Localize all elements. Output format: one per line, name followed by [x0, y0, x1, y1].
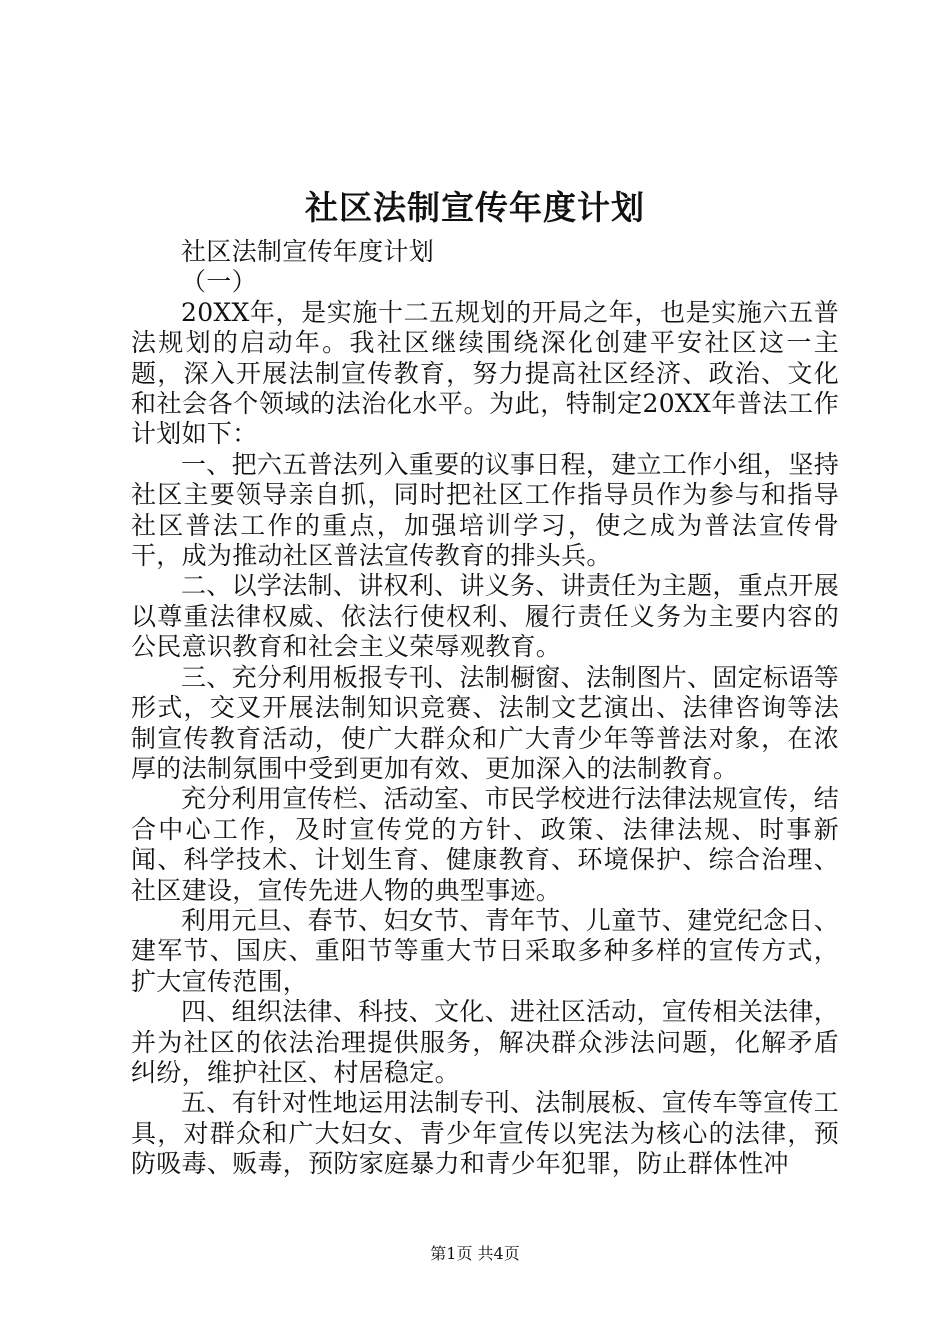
paragraph-publicity-board: 充分利用宣传栏、活动室、市民学校进行法律法规宣传，结合中心工作，及时宣传党的方针、政策、法律法规、时事新闻、科学技术、计划生育、健康教育、环境保护、综合治理、社区建设，宣传先进人物的典型事迹。 [131, 784, 839, 905]
paragraph-intro: 20XX年，是实施十二五规划的开局之年，也是实施六五普法规划的启动年。我社区继续围绕深化创建平安社区这一主题，深入开展法制宣传教育，努力提高社区经济、政治、文化和社会各个领域的法治化水平。为此，特制定20XX年普法工作计划如下： [131, 297, 839, 449]
document-body [131, 237, 839, 1180]
paragraph-item-3: 三、充分利用板报专刊、法制橱窗、法制图片、固定标语等形式，交叉开展法制知识竞赛、法制文艺演出、法律咨询等法制宣传教育活动，使广大群众和广大青少年等普法对象，在浓厚的法制氛围中受到更加有效、更加深入的法制教育。 [131, 662, 839, 783]
paragraph-holidays: 利用元旦、春节、妇女节、青年节、儿童节、建党纪念日、建军节、国庆、重阳节等重大节日采取多种多样的宣传方式，扩大宣传范围， [131, 905, 839, 996]
paragraph-item-2: 二、以学法制、讲权利、讲义务、讲责任为主题，重点开展以尊重法律权威、依法行使权利、履行责任义务为主要内容的公民意识教育和社会主义荣辱观教育。 [131, 571, 839, 662]
paragraph-item-5: 五、有针对性地运用法制专刊、法制展板、宣传车等宣传工具，对群众和广大妇女、青少年宣传以宪法为核心的法律，预防吸毒、贩毒，预防家庭暴力和青少年犯罪，防止群体性冲 [131, 1088, 839, 1179]
paragraph-subtitle: 社区法制宣传年度计划 [181, 237, 435, 266]
page-number-footer: 第1页 共4页 [430, 1244, 520, 1263]
paragraph-section-marker: （一） [181, 267, 257, 297]
paragraph-item-4: 四、组织法律、科技、文化、进社区活动，宣传相关法律，并为社区的依法治理提供服务，解决群众涉法问题，化解矛盾纠纷，维护社区、村居稳定。 [131, 997, 839, 1087]
document-title: 社区法制宣传年度计划 [305, 188, 645, 227]
paragraph-item-1: 一、把六五普法列入重要的议事日程，建立工作小组，坚持社区主要领导亲自抓，同时把社区工作指导员作为参与和指导社区普法工作的重点，加强培训学习，使之成为普法宣传骨干，成为推动社区普法宣传教育的排头兵。 [131, 449, 839, 571]
